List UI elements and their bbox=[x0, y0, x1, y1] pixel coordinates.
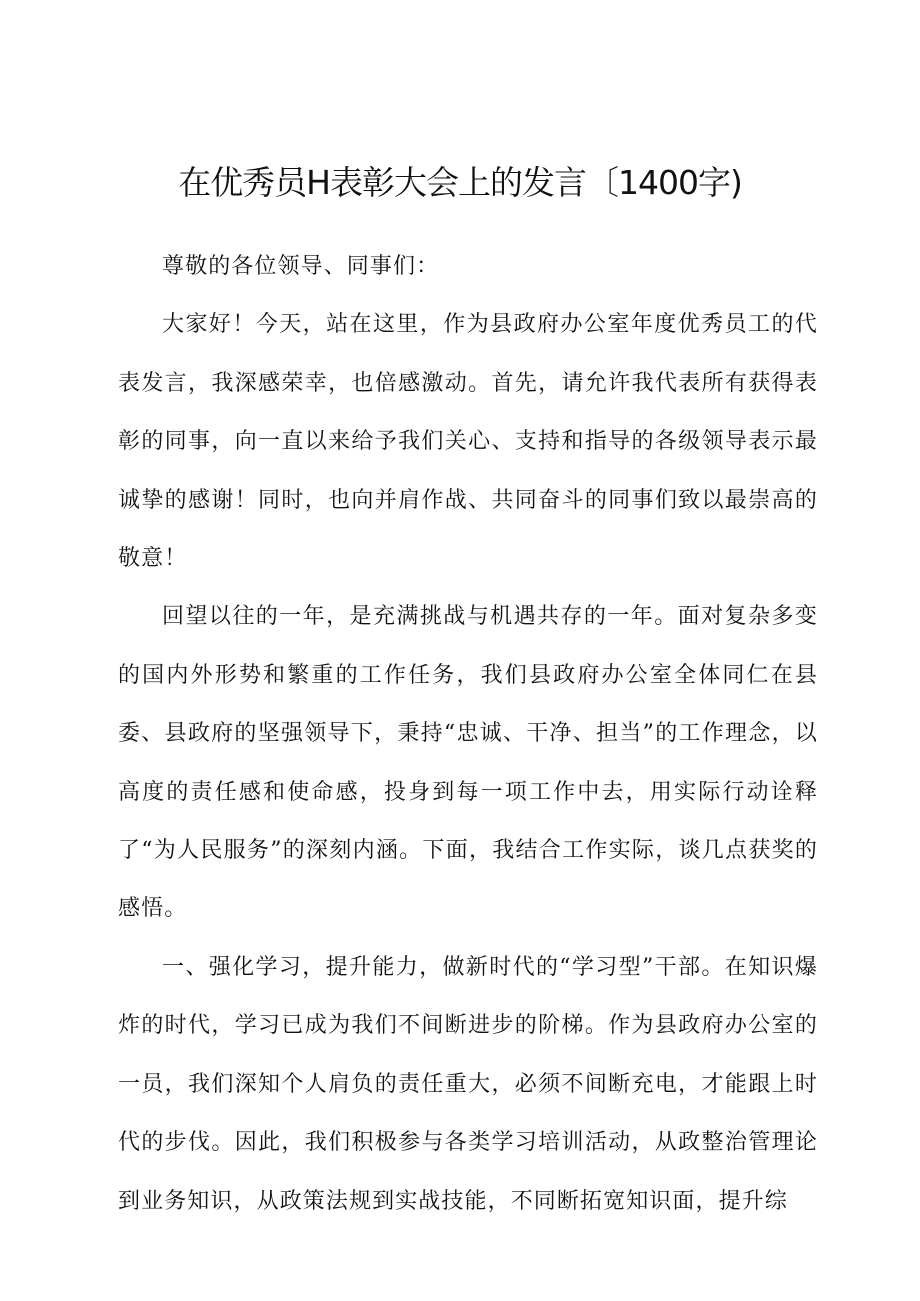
paragraph-1: 大家好！今天，站在这里，作为县政府办公室年度优秀员工的代表发言，我深感荣幸，也倍感激动。首先，请允许我代表所有获得表彰的同事，向一直以来给予我们关心、支持和指导的各级领导表示最诚挚的感谢！同时，也向并肩作战、共同奋斗的同事们致以最崇高的敬意！ bbox=[118, 312, 818, 572]
paragraph-2: 回望以往的一年，是充满挑战与机遇共存的一年。面对复杂多变的国内外形势和繁重的工作任务，我们县政府办公室全体同仁在县委、县政府的坚强领导下，秉持“忠诚、干净、担当”的工作理念，以高度的责任感和使命感，投身到每一项工作中去，用实际行动诠释了“为人民服务”的深刻内涵。下面，我结合工作实际，谈几点获奖的感悟。 bbox=[118, 604, 818, 922]
greeting-line: 尊敬的各位领导、同事们： bbox=[162, 254, 440, 279]
document-body bbox=[118, 238, 818, 1231]
paragraph-3: 一、强化学习，提升能力，做新时代的“学习型”干部。在知识爆炸的时代，学习已成为我们不间断进步的阶梯。作为县政府办公室的一员，我们深知个人肩负的责任重大，必须不间断充电，才能跟上时代的步伐。因此，我们积极参与各类学习培训活动，从政整治管理论到业务知识，从政策法规到实战技能，不同断拓宽知识面，提升综 bbox=[118, 954, 818, 1214]
document-title: 在优秀员H表彰大会上的发言〔1400字) bbox=[178, 163, 742, 202]
